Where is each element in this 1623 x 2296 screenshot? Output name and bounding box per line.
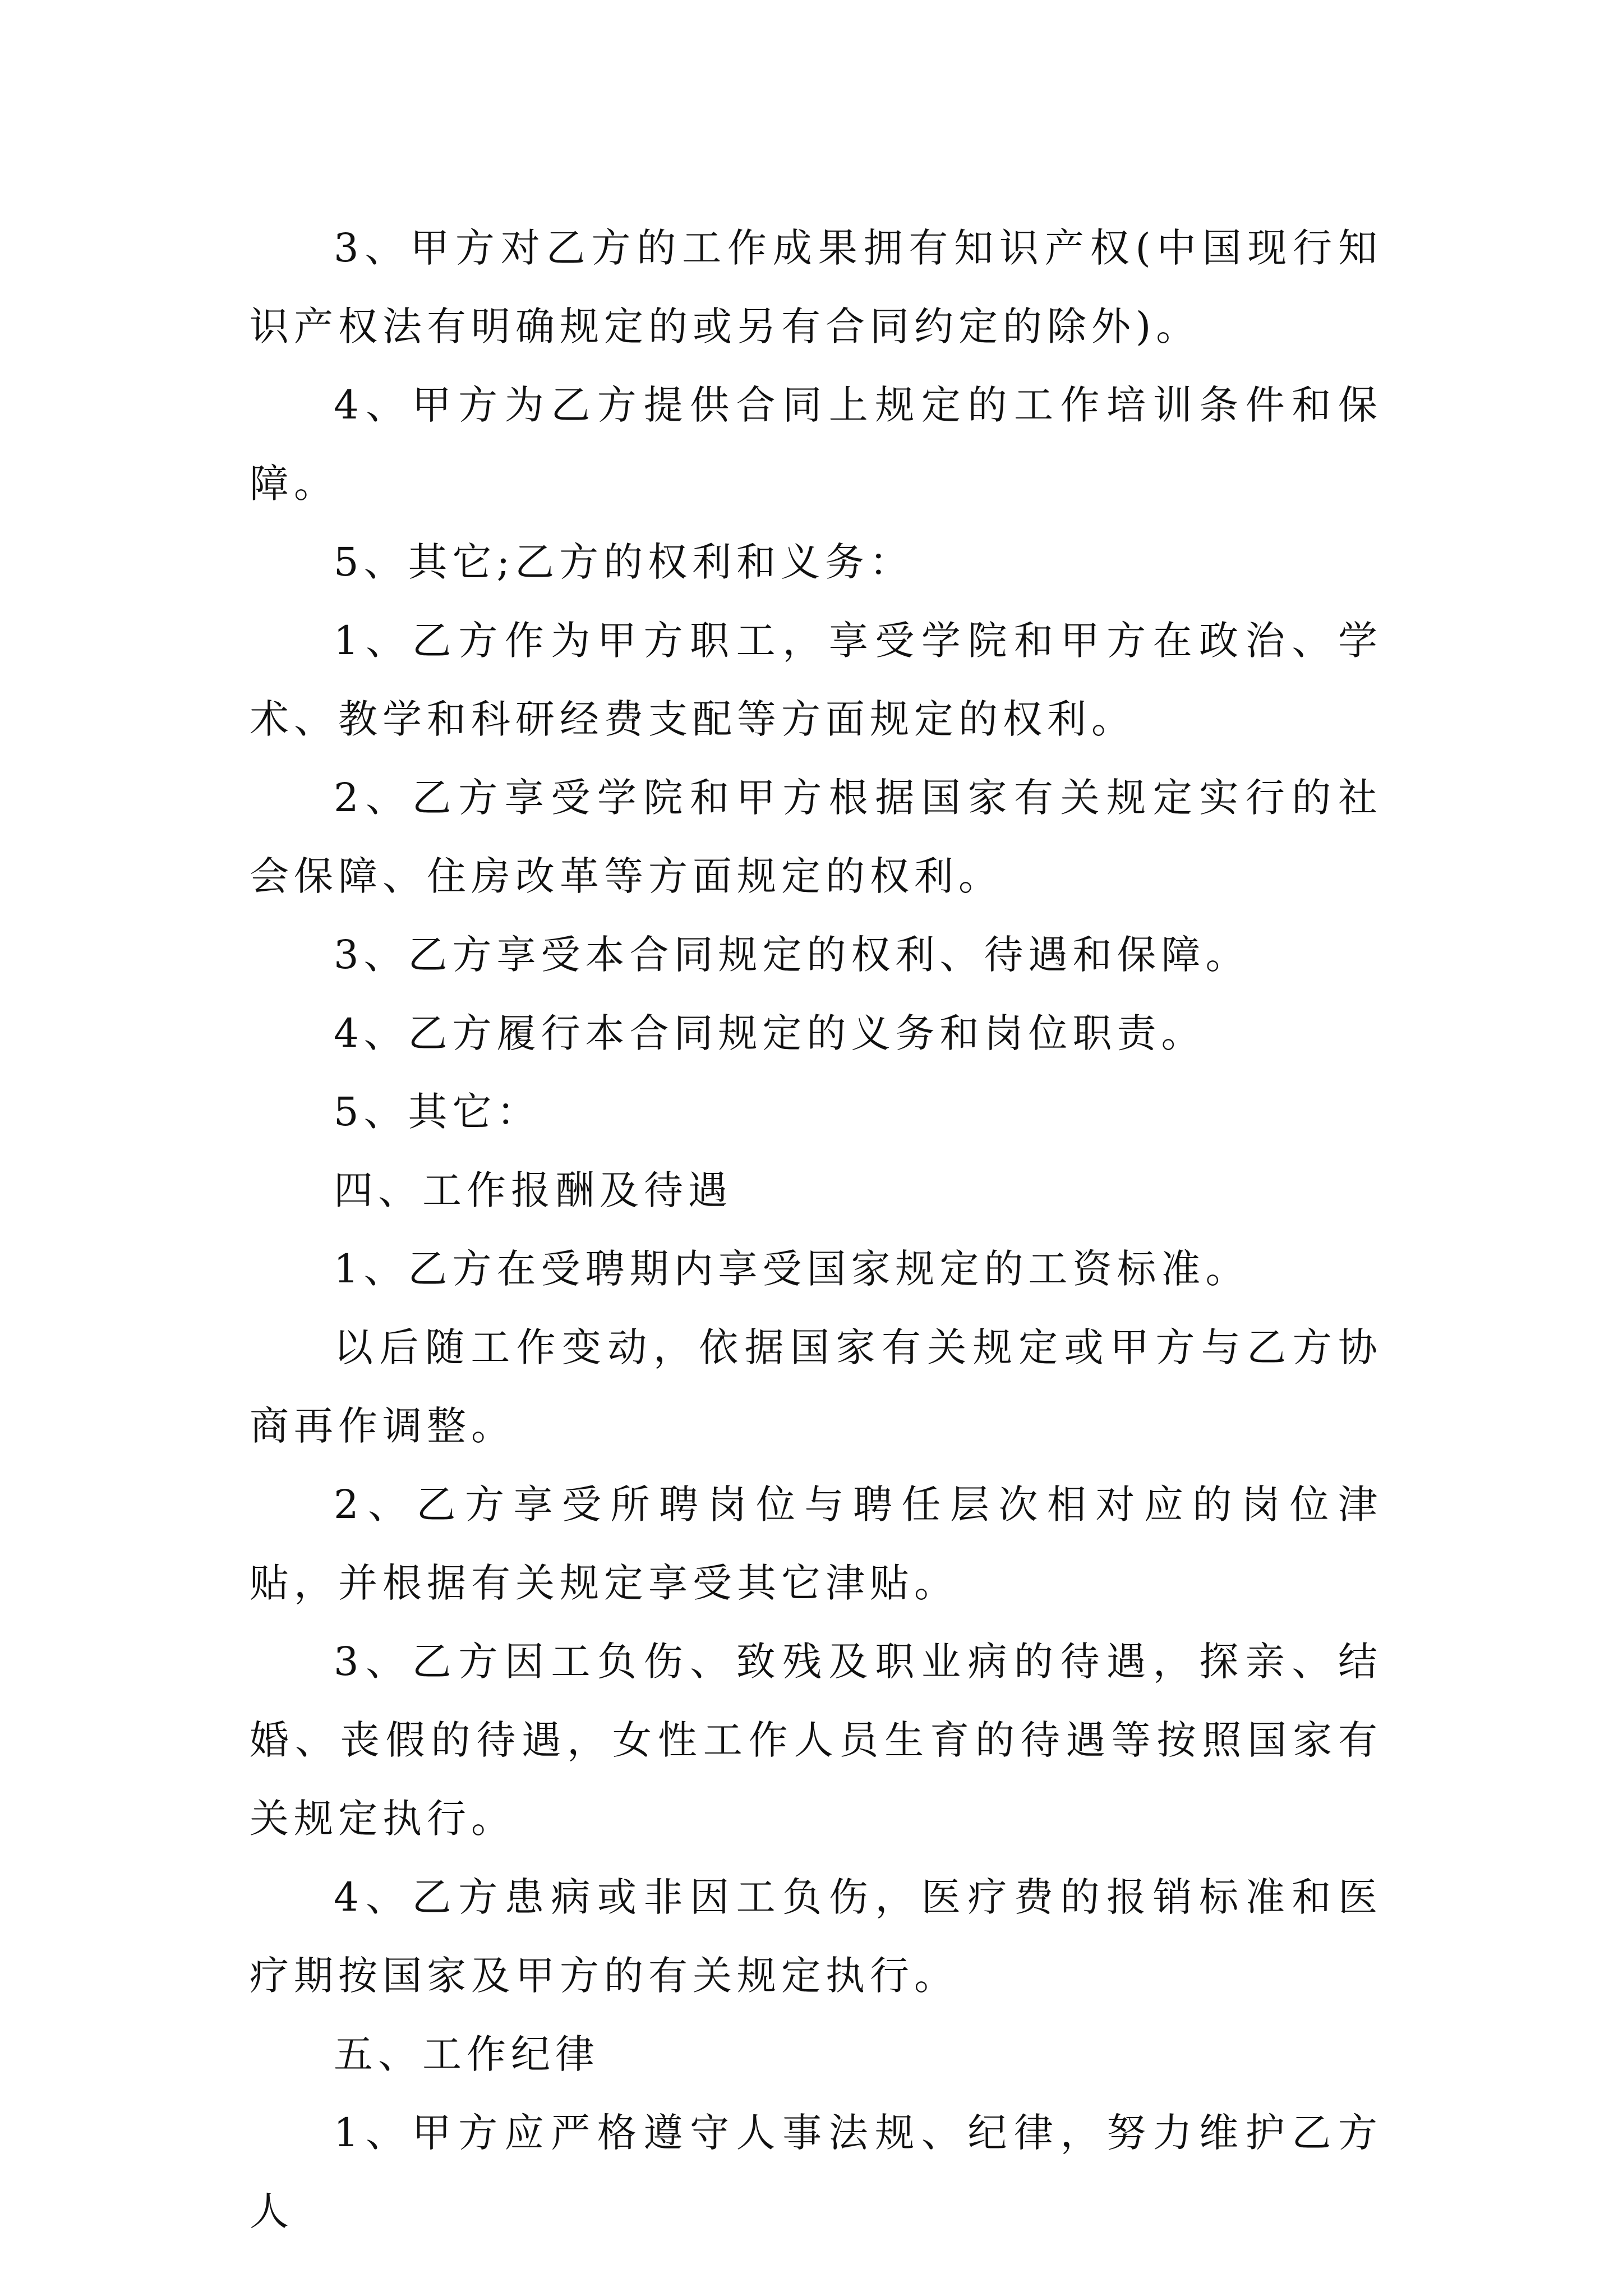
paragraph-other-rights-intro: 5、其它;乙方的权利和义务： — [334, 539, 914, 585]
paragraph-social-security: 2、乙方享受学院和甲方根据国家有关规定实行的社会保障、住房改革等方面规定的权利。 — [250, 775, 1382, 899]
paragraph-duties: 4、乙方履行本合同规定的义务和岗位职责。 — [334, 1010, 1206, 1056]
paragraph-medical: 4、乙方患病或非因工负伤，医疗费的报销标准和医疗期按国家及甲方的有关规定执行。 — [250, 1874, 1382, 1999]
paragraph-discipline: 1、甲方应严格遵守人事法规、纪律，努力维护乙方人 — [250, 2110, 1382, 2234]
section-heading-discipline: 五、工作纪律 — [334, 2031, 600, 2077]
document-body — [250, 209, 1382, 2251]
paragraph-ip-rights: 3、甲方对乙方的工作成果拥有知识产权(中国现行知识产权法有明确规定的或另有合同约定的除外)。 — [250, 225, 1382, 349]
section-heading-remuneration: 四、工作报酬及待遇 — [334, 1167, 732, 1213]
paragraph-salary-standard: 1、乙方在受聘期内享受国家规定的工资标准。 — [334, 1246, 1250, 1292]
paragraph-employee-rights: 1、乙方作为甲方职工，享受学院和甲方在政治、学术、教学和科研经费支配等方面规定的权利。 — [250, 618, 1382, 742]
paragraph-salary-adjustment: 以后随工作变动，依据国家有关规定或甲方与乙方协商再作调整。 — [250, 1324, 1382, 1449]
paragraph-other: 5、其它： — [334, 1089, 541, 1135]
paragraph-training: 4、甲方为乙方提供合同上规定的工作培训条件和保障。 — [250, 382, 1382, 507]
paragraph-allowance: 2、乙方享受所聘岗位与聘任层次相对应的岗位津贴，并根据有关规定享受其它津贴。 — [250, 1481, 1382, 1606]
paragraph-injury-benefits: 3、乙方因工负伤、致残及职业病的待遇，探亲、结婚、丧假的待遇，女性工作人员生育的待遇等按照国家有关规定执行。 — [250, 1639, 1382, 1842]
paragraph-contract-benefits: 3、乙方享受本合同规定的权利、待遇和保障。 — [334, 932, 1250, 978]
